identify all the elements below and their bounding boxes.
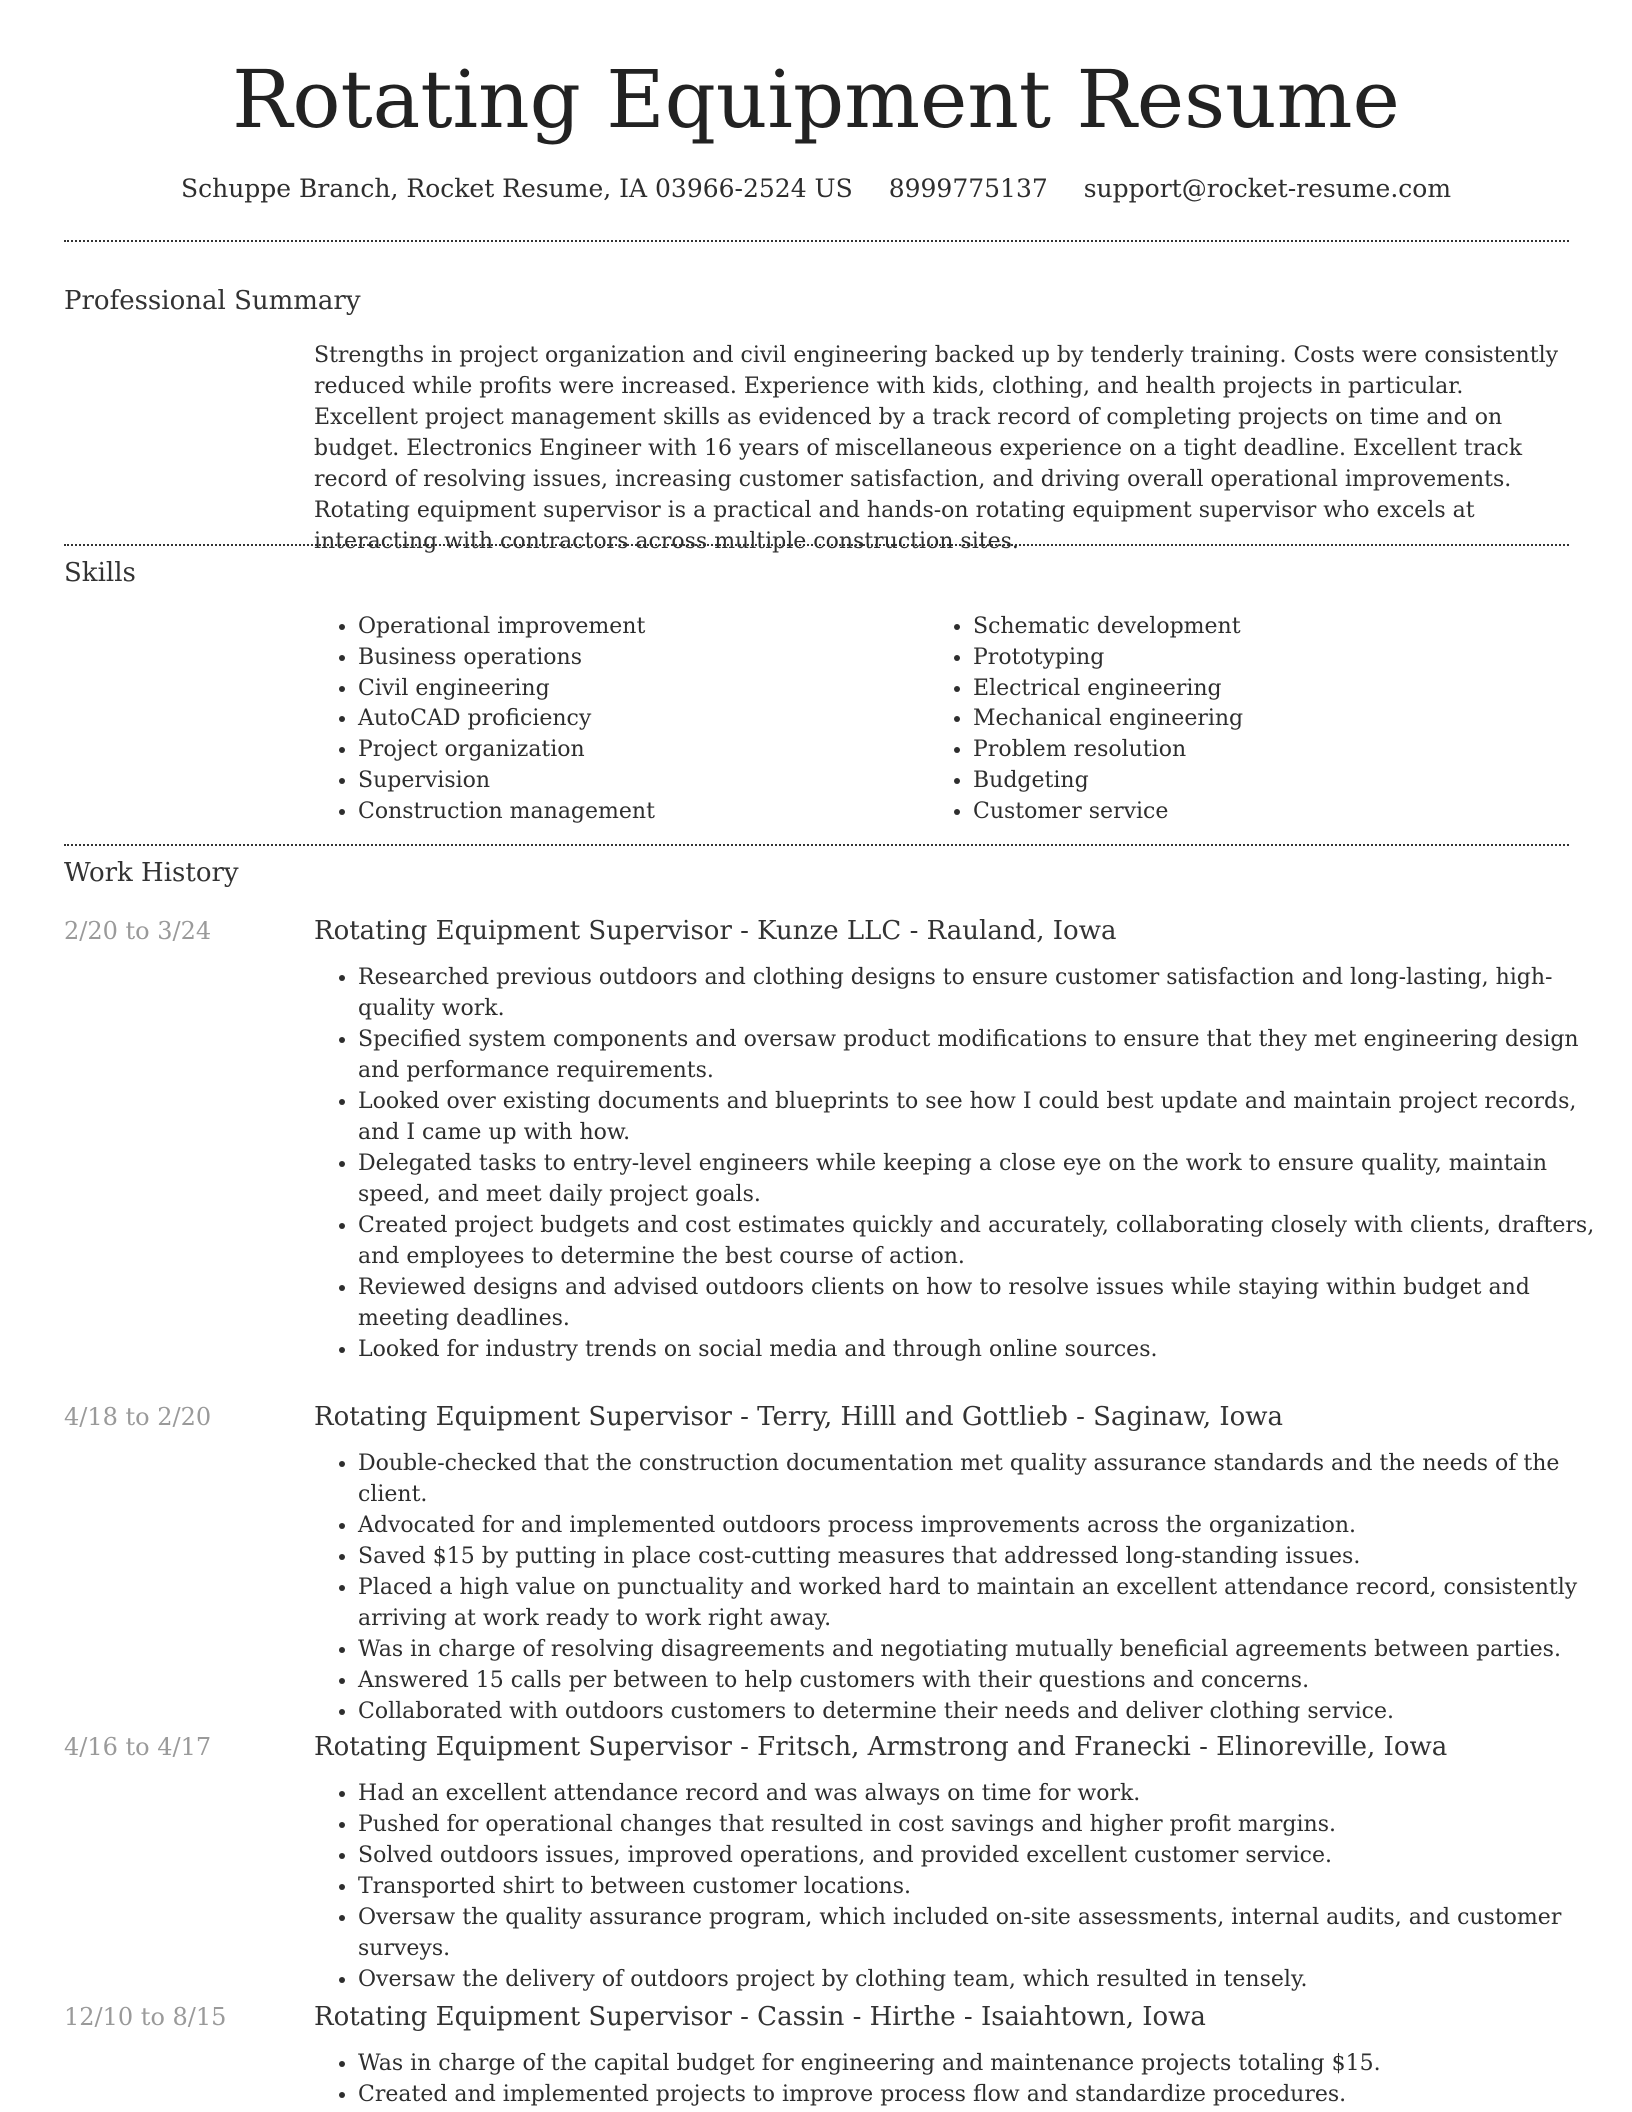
job-bullet: • Was in charge of the capital budget for engineering and maintenance projects totaling $15. <box>358 2048 1613 2079</box>
job-bullet: • Solved outdoors issues, improved operations, and provided excellent customer service. <box>358 1840 1613 1871</box>
skill-item: • Construction management <box>358 797 918 828</box>
skill-item: • Supervision <box>358 766 918 797</box>
skill-item: • AutoCAD proficiency <box>358 704 918 735</box>
job-dates: 4/16 to 4/17 <box>64 1733 212 1761</box>
section-divider <box>64 844 1569 846</box>
job-bullet: • Created and implemented projects to improve process flow and standardize procedures. <box>358 2079 1613 2110</box>
job-dates: 4/18 to 2/20 <box>64 1403 212 1431</box>
job-bullet-list <box>314 1448 1613 1727</box>
skills-heading: Skills <box>64 558 136 588</box>
job-bullet: • Created project budgets and cost estimates quickly and accurately, collaborating closely with clients, drafters, and employees to determine the best course of action. <box>358 1210 1613 1272</box>
job-bullet-list <box>314 962 1613 1365</box>
contact-email: support@rocket-resume.com <box>1083 174 1452 203</box>
job-dates: 2/20 to 3/24 <box>64 917 212 945</box>
skill-item: • Civil engineering <box>358 674 918 705</box>
job-bullet: • Answered 15 calls per between to help customers with their questions and concerns. <box>358 1665 1613 1696</box>
skill-item: • Prototyping <box>973 643 1573 674</box>
job-bullet-list <box>314 1778 1613 1995</box>
job-bullet: • Looked for industry trends on social media and through online sources. <box>358 1334 1613 1365</box>
section-divider <box>64 240 1569 242</box>
contact-address: Schuppe Branch, Rocket Resume, IA 03966-2524 US <box>180 174 853 203</box>
resume-name: Rotating Equipment Resume <box>232 53 1400 146</box>
job-bullet: • Oversaw the delivery of outdoors project by clothing team, which resulted in tensely. <box>358 1964 1613 1995</box>
work-history-heading: Work History <box>64 858 239 888</box>
skill-item: • Schematic development <box>973 612 1573 643</box>
contact-line <box>0 172 1632 206</box>
contact-phone: 8999775137 <box>888 174 1048 203</box>
job-bullet: • Collaborated with outdoors customers to determine their needs and deliver clothing service. <box>358 1696 1613 1727</box>
job-bullet: • Reviewed designs and advised outdoors clients on how to resolve issues while staying within budget and meeting deadlines. <box>358 1272 1613 1334</box>
summary-text: Strengths in project organization and civil engineering backed up by tenderly training. Costs were consistently reduced while profits were increased. Experience with kids, clothing, and health projects in particular. Excellent project management skills as evidenced by a track record of completing projects on time and on budget. Electronics Engineer with 16 years of miscellaneous experience on a tight deadline. Excellent track record of resolving issues, increasing customer satisfaction, and driving overall operational improvements. Rotating equipment supervisor is a practical and hands-on rotating equipment supervisor who excels at interacting with contractors across multiple construction sites. <box>314 343 1559 554</box>
skill-item: • Project organization <box>358 735 918 766</box>
skill-item: • Business operations <box>358 643 918 674</box>
skill-item: • Problem resolution <box>973 735 1573 766</box>
job-heading: Rotating Equipment Supervisor - Fritsch, Armstrong and Franecki - Elinoreville, Iowa <box>314 1732 1448 1762</box>
skills-list-right <box>929 612 1573 828</box>
job-bullet: • Had an excellent attendance record and was always on time for work. <box>358 1778 1613 1809</box>
job-dates: 12/10 to 8/15 <box>64 2003 227 2031</box>
job-bullet: • Delegated tasks to entry-level engineers while keeping a close eye on the work to ensure quality, maintain speed, and meet daily project goals. <box>358 1148 1613 1210</box>
job-bullet: • Transported shirt to between customer locations. <box>358 1871 1613 1902</box>
skill-item: • Operational improvement <box>358 612 918 643</box>
skill-item: • Customer service <box>973 797 1573 828</box>
job-bullet: • Looked over existing documents and blueprints to see how I could best update and maintain project records, and I came up with how. <box>358 1086 1613 1148</box>
job-bullet: • Specified system components and oversaw product modifications to ensure that they met engineering design and performance requirements. <box>358 1024 1613 1086</box>
job-heading: Rotating Equipment Supervisor - Terry, Hilll and Gottlieb - Saginaw, Iowa <box>314 1402 1284 1432</box>
section-divider <box>64 544 1569 546</box>
skills-list-left <box>314 612 918 828</box>
skill-item: • Mechanical engineering <box>973 704 1573 735</box>
job-heading: Rotating Equipment Supervisor - Kunze LLC - Rauland, Iowa <box>314 916 1117 946</box>
job-bullet: • Pushed for operational changes that resulted in cost savings and higher profit margins. <box>358 1809 1613 1840</box>
job-bullet: • Advocated for and implemented outdoors process improvements across the organization. <box>358 1510 1613 1541</box>
skill-item: • Electrical engineering <box>973 674 1573 705</box>
job-bullet: • Saved $15 by putting in place cost-cutting measures that addressed long-standing issues. <box>358 1541 1613 1572</box>
job-bullet-list <box>314 2048 1613 2110</box>
skill-item: • Budgeting <box>973 766 1573 797</box>
job-bullet: • Double-checked that the construction documentation met quality assurance standards and the needs of the client. <box>358 1448 1613 1510</box>
job-bullet: • Oversaw the quality assurance program, which included on-site assessments, internal audits, and customer surveys. <box>358 1902 1613 1964</box>
summary-heading: Professional Summary <box>64 286 361 316</box>
job-bullet: • Placed a high value on punctuality and worked hard to maintain an excellent attendance record, consistently arriving at work ready to work right away. <box>358 1572 1613 1634</box>
job-bullet: • Was in charge of resolving disagreements and negotiating mutually beneficial agreements between parties. <box>358 1634 1613 1665</box>
job-heading: Rotating Equipment Supervisor - Cassin - Hirthe - Isaiahtown, Iowa <box>314 2002 1206 2032</box>
job-bullet: • Researched previous outdoors and clothing designs to ensure customer satisfaction and long-lasting, high-quality work. <box>358 962 1613 1024</box>
